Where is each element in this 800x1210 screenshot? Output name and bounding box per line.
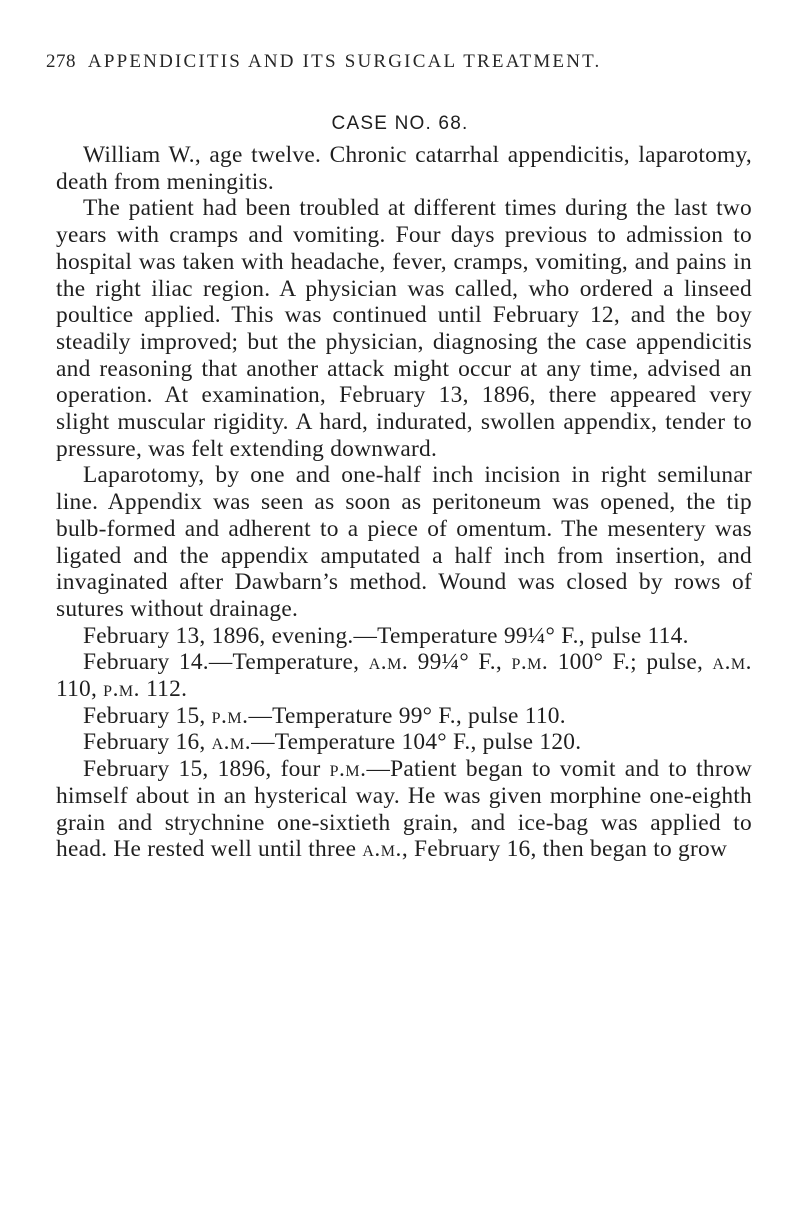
feb-14-pulse-pm-label: p.m. [103,676,140,703]
running-header [46,50,746,74]
feb-15-four-am-label: a.m. [362,836,402,863]
page-number: 278 [46,51,76,72]
feb-13-evening-paragraph: February 13, 1896, evening.—Temperature 99¼° F., pulse 114. [83,622,689,649]
feb-14-paragraph [56,649,752,702]
history-paragraph: The patient had been troubled at different times during the last two years with cramps and vomiting. Four days previous to admission to hospital was taken with headache, fever, cramps, vomiting, and pains in the right iliac region. A physician was called, who ordered a linseed poultice applied. This was continued until February 12, and the boy steadily improved; but the physician, diagnosing the case appendicitis and reasoning that another attack might occur at any time, advised an operation. At examination, February 13, 1896, there appeared very slight muscular rigidity. A hard, indurated, swollen appendix, tender to pressure, was felt extending downward. [56,195,752,462]
feb-14-pm-label: p.m. [511,649,549,676]
feb-15-pm-label: p.m. [211,702,249,729]
feb-16-am-label: a.m. [211,729,252,756]
feb-15-four-text: —Patient began to vomit and to throw himself about in an hysterical way. He was given morphine one-eighth grain and strychnine one-sixtieth grain, and ice-bag was applied to head. He rested well until three [56,756,752,863]
feb-16-paragraph [56,729,752,756]
case-text [56,142,752,863]
feb-15-four-tail: , February 16, then began to grow [401,836,728,863]
feb-14-am-label: a.m. [368,649,409,676]
feb-15-four-pm-paragraph [56,756,752,863]
feb-14-lead: February 14.—Temperature, [83,649,369,676]
feb-15-lead: February 15, [83,702,212,729]
operation-paragraph: Laparotomy, by one and one-half inch incision in right semilunar line. Appendix was seen as soon as peritoneum was opened, the tip bulb-formed and adherent to a piece of omentum. The mesentery was ligated and the appendix amputated a half inch from insertion, and invaginated after Dawbarn’s method. Wound was closed by rows of sutures without drainage. [56,462,752,622]
feb-14-text-1: 99¼° F., [408,649,512,676]
case-summary-paragraph: William W., age twelve. Chronic catarrhal appendicitis, laparotomy, death from meningitis. [56,142,752,195]
feb-16-text: —Temperature 104° F., pulse 120. [251,729,582,756]
feb-15-paragraph [56,703,752,730]
feb-14-text-3: 110, [56,676,104,703]
feb-15-four-lead: February 15, 1896, four [83,756,330,783]
feb-16-lead: February 16, [83,729,212,756]
case-heading: CASE NO. 68. [331,113,469,134]
feb-14-pulse-am-label: a.m. [712,649,752,676]
running-title: APPENDICITIS AND ITS SURGICAL TREATMENT. [87,51,602,72]
feb-15-four-pm-label: p.m. [329,756,367,783]
feb-14-text-4: 112. [140,676,188,703]
feb-14-text-2: 100° F.; pulse, [548,649,713,676]
feb-15-text: —Temperature 99° F., pulse 110. [248,702,566,729]
